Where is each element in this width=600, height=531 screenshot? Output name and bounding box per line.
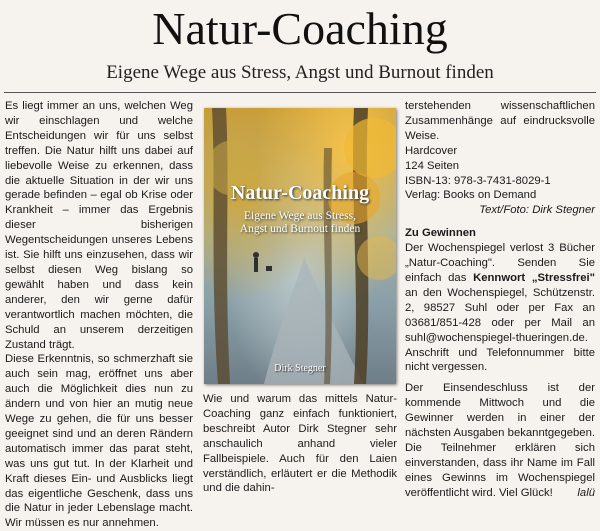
- column-right: [405, 99, 595, 500]
- book-author: Dirk Stegner: [274, 363, 326, 374]
- headline: Natur-Coaching: [152, 3, 448, 54]
- paragraph: Es liegt immer an uns, welchen Weg wir einschlagen und welche Entscheidungen wir für uns selbst treffen. Die Natur hilft uns dabei auf liebevolle Weise zu erkennen, dass die aktuelle Situation in der wir uns gerade befinden – egal ob Krise oder Krankheit – immer das Ergebnis dieser bisherigen Wegentscheidungen unseres Lebens ist. Sie hilft uns einzusehen, dass wir selbst diesen Weg bislang so gewählt haben und dass kein anderer, den wir gerne dafür verantwortlich machen möchten, die Schuld an unserem derzeitigen Zustand trägt.: [5, 100, 193, 351]
- book-cover-image: [204, 108, 396, 384]
- book-subtitle-line: Eigene Wege aus Stress,: [244, 210, 356, 222]
- paragraph: Der Einsendeschluss ist der kommende Mittwoch und die Gewinner werden in einer der nächsten Ausgaben bekanntgegeben. Die Teilnehmer erklären sich einverstanden, dass ihr Name im Fall eines Gewinns im Wochenspiegel veröffentlicht wird. Viel Glück!: [405, 382, 595, 499]
- book-detail: Hardcover: [405, 144, 458, 157]
- book-subtitle: [214, 210, 386, 236]
- section-title: Zu Gewinnen: [405, 227, 476, 240]
- paragraph: Diese Erkenntnis, so schmerzhaft sie auch sein mag, eröffnet uns aber auch die Möglichkeit dies nun zu ändern und von hier an mutig neue Wege zu gehen, die für uns besser geeignet sind und an deren Rändern automatisch immer das parat steht, was uns gut tut. In der Klarheit und Kraft dieses Ein- und Ausblicks liegt das eigentliche Geschenk, dass uns die Natur in jeder Lebenslage macht. Wir müssen es nur annehmen.: [5, 353, 193, 530]
- keyword: Kennwort „Stressfrei": [473, 271, 596, 284]
- book-detail: 124 Seiten: [405, 159, 460, 172]
- win-text: an den Wochenspiegel, Schützenstr. 2, 98527 Suhl oder per Fax an 03681/851-428 oder per Mail an suhl@wochenspiegel-thueringen.de. Anschrift und Telefonnummer bitte nicht vergessen.: [405, 286, 595, 374]
- signoff: lalü: [577, 486, 595, 499]
- credit-line: Text/Foto: Dirk Stegner: [479, 204, 595, 217]
- column-left: [5, 99, 193, 531]
- subhead: Eigene Wege aus Stress, Angst und Burnout finden: [106, 62, 494, 83]
- header-rule: [4, 92, 596, 93]
- book-detail: ISBN-13: 978-3-7431-8029-1: [405, 174, 551, 187]
- column-middle-text: Wie und warum das mittels Natur-Coaching ganz einfach funktioniert, beschreibt Autor Dirk Stegner sehr anschaulich anhand vieler Fallbeispiele. Auch für den Laien verständlich, erläutert er die Methodik und die dahin-: [203, 393, 397, 495]
- forest-path-illustration: [204, 108, 396, 384]
- paragraph: terstehenden wissenschaftlichen Zusammenhänge auf eindrucksvolle Weise.: [405, 100, 595, 142]
- book-subtitle-line: Angst und Burnout finden: [239, 223, 361, 235]
- book-title: Natur-Coaching: [230, 182, 370, 204]
- book-detail: Verlag: Books on Demand: [405, 189, 537, 202]
- win-text: Der Wochenspiegel verlost 3 Bücher „Natur-Coaching". Senden Sie einfach das: [405, 242, 595, 284]
- paragraph: [405, 241, 595, 375]
